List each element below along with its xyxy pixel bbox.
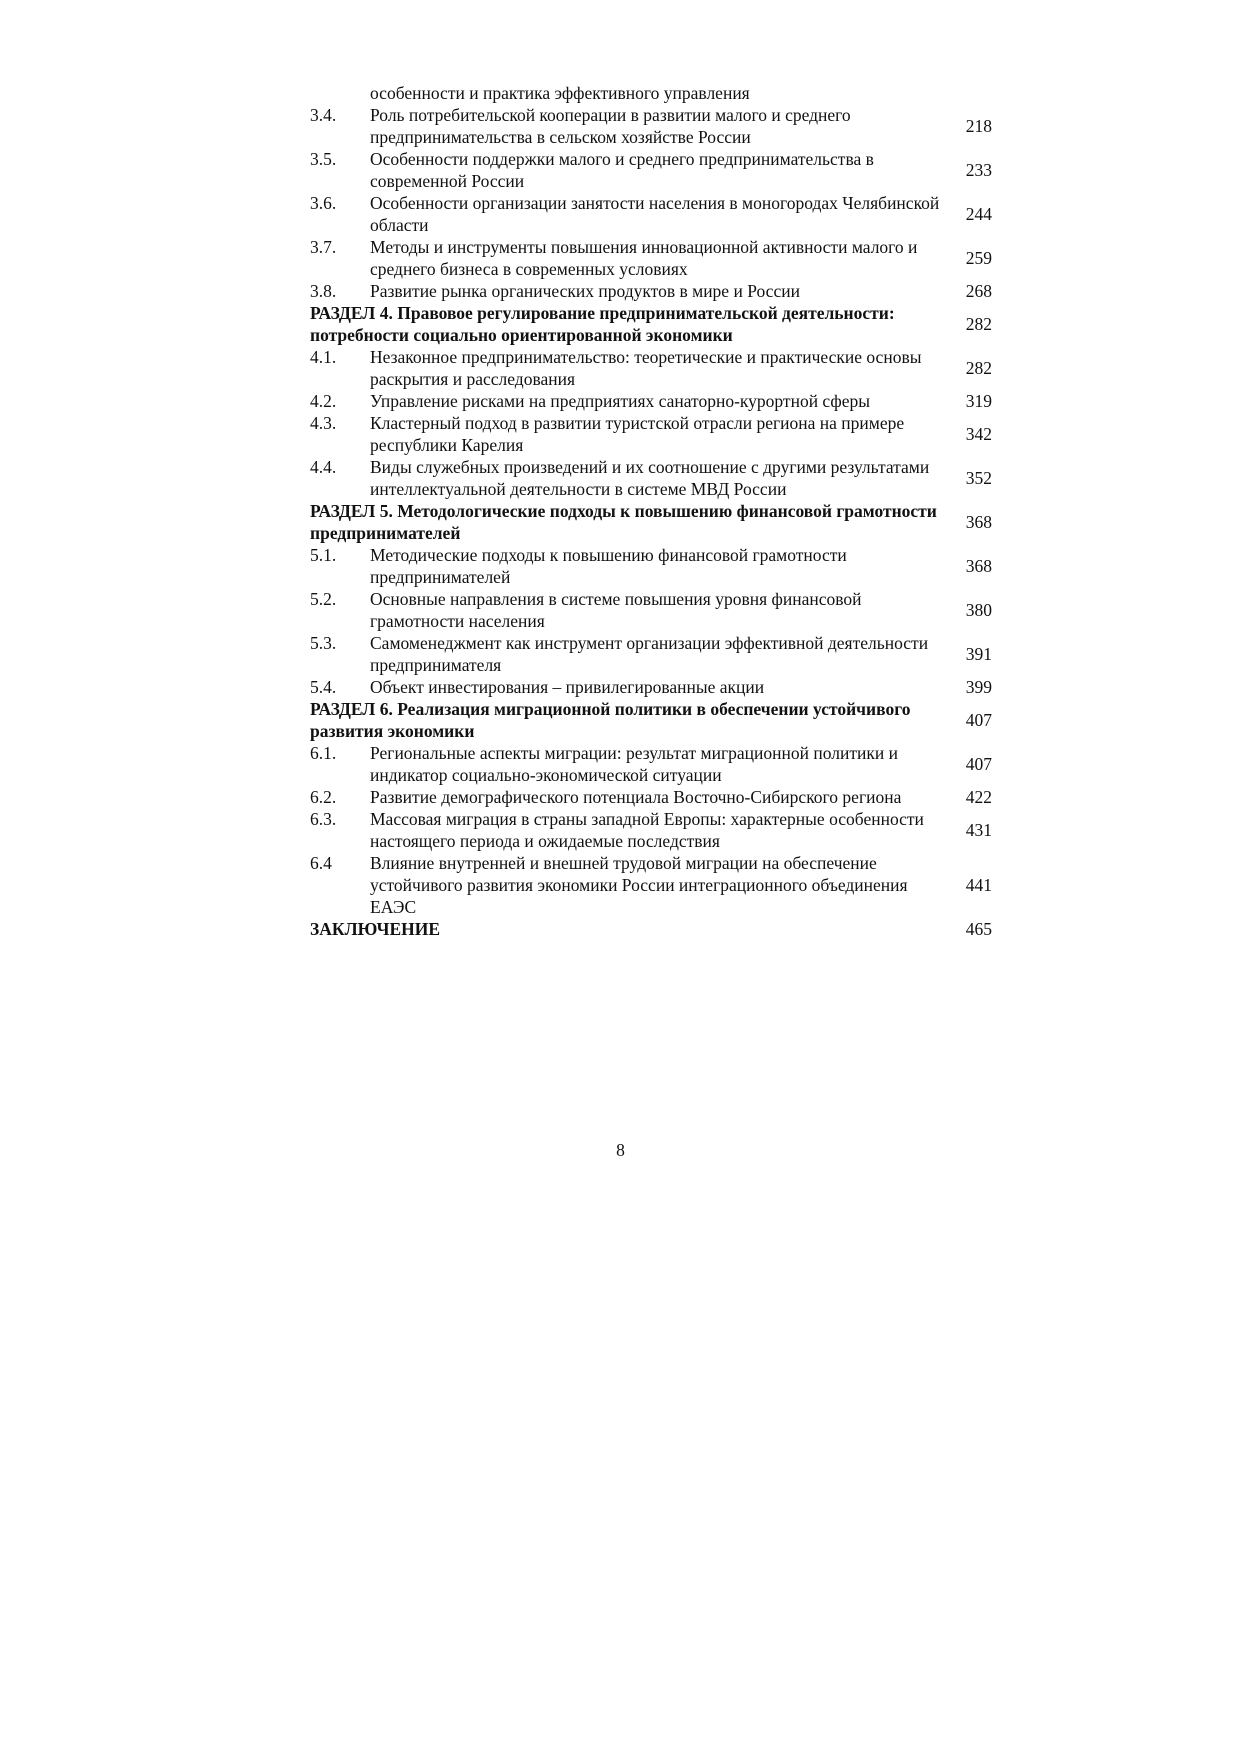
toc-entry-page: 465 <box>965 919 992 939</box>
toc-entry-page: 218 <box>965 116 992 136</box>
toc-entry-number: 4.2. <box>310 391 337 411</box>
toc-entry-title: Методические подходы к повышению финансовой грамотности предпринимателей <box>370 545 847 587</box>
toc-section-4[interactable] <box>310 302 992 346</box>
toc-entry-6-3[interactable] <box>310 808 992 852</box>
toc-entry-title: Региональные аспекты миграции: результат миграционной политики и индикатор социально-экономической ситуации <box>370 743 898 785</box>
toc-entry-title: Особенности поддержки малого и среднего предпринимательства в современной России <box>370 149 874 191</box>
toc-entry-title: Развитие рынка органических продуктов в мире и России <box>370 281 800 301</box>
toc-section-6[interactable] <box>310 698 992 742</box>
toc-entry-3-5[interactable] <box>310 148 992 192</box>
toc-entry-number: 4.4. <box>310 457 337 477</box>
toc-entry-number: 3.4. <box>310 105 337 125</box>
toc-entry-title: Основные направления в системе повышения уровня финансовой грамотности населения <box>370 589 862 631</box>
toc-section-title: РАЗДЕЛ 6. Реализация миграционной политики в обеспечении устойчивого развития экономики <box>310 699 911 741</box>
toc-entry-title: Кластерный подход в развитии туристской отрасли региона на примере республики Карелия <box>370 413 905 455</box>
toc-entry-number: 5.1. <box>310 545 337 565</box>
toc-entry-4-3[interactable] <box>310 412 992 456</box>
toc-entry-6-4[interactable] <box>310 852 992 918</box>
toc-entry-3-8[interactable] <box>310 280 992 302</box>
toc-entry-6-2[interactable] <box>310 786 992 808</box>
toc-entry-page: 407 <box>965 754 992 774</box>
toc-entry-number: 5.4. <box>310 677 337 697</box>
toc-entry-4-4[interactable] <box>310 456 992 500</box>
toc-entry-title: Самоменеджмент как инструмент организации эффективной деятельности предпринимателя <box>370 633 929 675</box>
toc-entry-page: 282 <box>965 358 992 378</box>
toc-entry-title: Особенности организации занятости населения в моногородах Челябинской области <box>370 193 940 235</box>
toc-entry-page: 319 <box>965 391 992 411</box>
toc-entry-page: 368 <box>965 556 992 576</box>
table-of-contents <box>310 82 992 940</box>
toc-entry-number: 5.2. <box>310 589 337 609</box>
toc-entry-title: Виды служебных произведений и их соотношение с другими результатами интеллектуальной деятельности в системе МВД России <box>370 457 930 499</box>
toc-entry-page: 268 <box>965 281 992 301</box>
toc-entry-5-1[interactable] <box>310 544 992 588</box>
toc-entry-page: 391 <box>965 644 992 664</box>
toc-entry-number: 6.4 <box>310 853 332 873</box>
toc-entry-number: 6.1. <box>310 743 337 763</box>
toc-entry-3-6[interactable] <box>310 192 992 236</box>
toc-section-title: РАЗДЕЛ 5. Методологические подходы к повышению финансовой грамотности предпринимателей <box>310 501 937 543</box>
toc-entry-page: 422 <box>965 787 992 807</box>
toc-entry-title: Влияние внутренней и внешней трудовой миграции на обеспечение устойчивого развития экономики России интеграционного объединения ЕАЭС <box>370 853 908 917</box>
toc-section-conclusion[interactable] <box>310 918 992 940</box>
toc-entry-number: 5.3. <box>310 633 337 653</box>
toc-entry-title: Методы и инструменты повышения инновационной активности малого и среднего бизнеса в современных условиях <box>370 237 918 279</box>
toc-entry-page: 399 <box>965 677 992 697</box>
toc-section-title: РАЗДЕЛ 4. Правовое регулирование предпринимательской деятельности: потребности социально ориентированной экономики <box>310 303 895 345</box>
toc-entry-page: 368 <box>965 512 992 532</box>
toc-entry-number: 3.5. <box>310 149 337 169</box>
toc-entry-5-2[interactable] <box>310 588 992 632</box>
page-number: 8 <box>616 1140 625 1160</box>
toc-entry-title: Массовая миграция в страны западной Европы: характерные особенности настоящего периода и ожидаемые последствия <box>370 809 924 851</box>
toc-entry-number: 4.1. <box>310 347 337 367</box>
toc-entry-3-7[interactable] <box>310 236 992 280</box>
toc-entry-page: 352 <box>965 468 992 488</box>
toc-entry-page: 431 <box>965 820 992 840</box>
toc-entry-page: 441 <box>965 875 992 895</box>
toc-entry-5-4[interactable] <box>310 676 992 698</box>
toc-entry-number: 3.7. <box>310 237 337 257</box>
toc-entry-number: 3.8. <box>310 281 337 301</box>
toc-entry-page: 244 <box>965 204 992 224</box>
toc-entry-number: 3.6. <box>310 193 337 213</box>
toc-entry-page: 342 <box>965 424 992 444</box>
toc-entry-title: Управление рисками на предприятиях санаторно-курортной сферы <box>370 391 871 411</box>
toc-entry-4-2[interactable] <box>310 390 992 412</box>
toc-entry-page: 407 <box>965 710 992 730</box>
toc-continuation-line: особенности и практика эффективного управления <box>370 83 750 103</box>
toc-entry-title: Незаконное предпринимательство: теоретические и практические основы раскрытия и расследования <box>370 347 922 389</box>
toc-entry-page: 259 <box>965 248 992 268</box>
toc-entry-title: Роль потребительской кооперации в развитии малого и среднего предпринимательства в сельском хозяйстве России <box>370 105 851 147</box>
toc-entry-page: 233 <box>965 160 992 180</box>
toc-entry-title: Развитие демографического потенциала Восточно-Сибирского региона <box>370 787 902 807</box>
toc-entry-page: 282 <box>965 314 992 334</box>
toc-entry-title: Объект инвестирования – привилегированные акции <box>370 677 765 697</box>
toc-entry-4-1[interactable] <box>310 346 992 390</box>
toc-entry-5-3[interactable] <box>310 632 992 676</box>
toc-section-title: ЗАКЛЮЧЕНИЕ <box>310 919 441 939</box>
toc-entry-page: 380 <box>965 600 992 620</box>
toc-entry-number: 6.3. <box>310 809 337 829</box>
toc-entry-3-4[interactable] <box>310 104 992 148</box>
toc-entry-number: 6.2. <box>310 787 337 807</box>
toc-entry-number: 4.3. <box>310 413 337 433</box>
toc-section-5[interactable] <box>310 500 992 544</box>
toc-entry-6-1[interactable] <box>310 742 992 786</box>
